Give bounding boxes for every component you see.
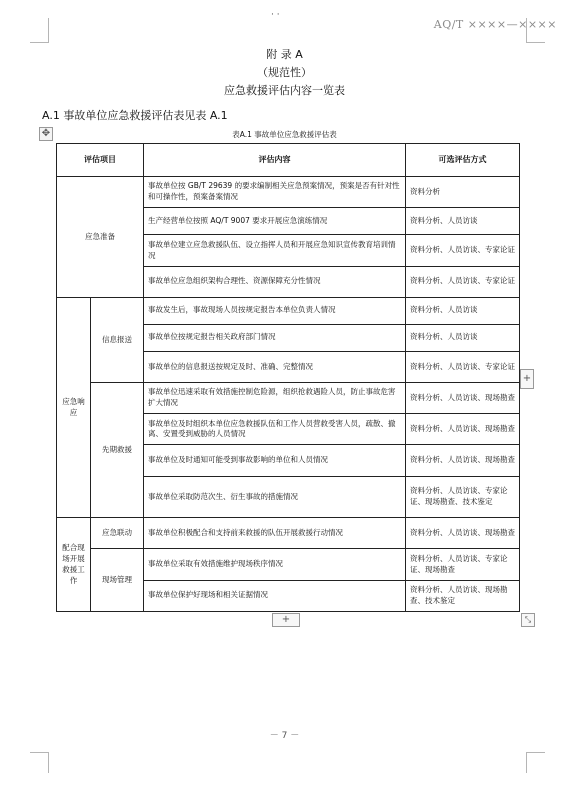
row-content: 事故单位按规定报告相关政府部门情况 [144,324,406,351]
row-content: 事故单位及时通知可能受到事故影响的单位和人员情况 [144,445,406,476]
row-content: 事故单位保护好现场和相关证据情况 [144,580,406,611]
row-content: 生产经营单位按照 AQ/T 9007 要求开展应急演练情况 [144,208,406,235]
group-initial: 先期救援 [91,383,144,518]
header-methods: 可选评估方式 [406,144,520,177]
assessment-table [56,143,520,612]
group-info: 信息报送 [91,297,144,382]
table-header-row [57,144,520,177]
group-prep: 应急准备 [57,177,144,298]
header-item: 评估项目 [57,144,144,177]
row-content: 事故单位积极配合和支持前来救援的队伍开展救援行动情况 [144,518,406,549]
table-row [57,297,520,324]
row-methods: 资料分析、人员访谈、现场勘查 [406,518,520,549]
table-move-handle-icon[interactable]: ✥ [39,127,53,141]
row-methods: 资料分析、人员访谈 [406,324,520,351]
row-methods: 资料分析、人员访谈、现场勘查、技术鉴定 [406,580,520,611]
table-caption: 表A.1 事故单位应急救援评估表 [232,130,337,139]
group-site: 现场管理 [91,549,144,612]
add-row-button[interactable]: + [272,613,300,627]
header-content: 评估内容 [144,144,406,177]
group-coop: 配合现场开展救援工作 [57,518,91,612]
row-methods: 资料分析、人员访谈、现场勘查 [406,445,520,476]
row-content: 事故单位及时组织本单位应急救援队伍和工作人员营救受害人员，疏散、撤离、安置受到威胁的人员情况 [144,414,406,445]
row-methods: 资料分析、人员访谈、专家论证 [406,266,520,297]
row-methods: 资料分析、人员访谈 [406,208,520,235]
page-number: － 7 － [269,731,300,741]
row-methods: 资料分析 [406,177,520,208]
table-resize-icon[interactable]: ⤡ [521,613,535,627]
row-content: 事故单位迅速采取有效措施控制危险源，组织抢救遇险人员，防止事故危害扩大情况 [144,383,406,414]
row-content: 事故单位采取防范次生、衍生事故的措施情况 [144,476,406,518]
crop-mark-bottom-left [30,752,49,773]
row-methods: 资料分析、人员访谈、现场勘查 [406,383,520,414]
section-heading: A.1 事故单位应急救援评估表见表 A.1 [42,109,228,122]
group-response: 应急响应 [57,297,91,517]
row-content: 事故单位应急组织架构合理性、资源保障充分性情况 [144,266,406,297]
header-dots: · · [271,10,280,20]
row-content: 事故单位采取有效措施维护现场秩序情况 [144,549,406,580]
table-row [57,549,520,580]
row-methods: 资料分析、人员访谈 [406,297,520,324]
row-content: 事故单位按 GB/T 29639 的要求编制相关应急预案情况，预案是否有针对性和可操作性，预案备案情况 [144,177,406,208]
row-content: 事故单位建立应急救援队伍、设立指挥人员和开展应急知识宣传教育培训情况 [144,235,406,266]
annex-title: 附 录 A [266,48,303,61]
crop-mark-bottom-right [526,752,545,773]
group-link: 应急联动 [91,518,144,549]
row-methods: 资料分析、人员访谈、专家论证、现场勘查、技术鉴定 [406,476,520,518]
table-row [57,383,520,414]
annex-nature: （规范性） [257,66,312,79]
row-content: 事故发生后，事故现场人员按规定报告本单位负责人情况 [144,297,406,324]
crop-mark-top-left [30,18,49,43]
row-methods: 资料分析、人员访谈、专家论证、现场勘查 [406,549,520,580]
table-row [57,177,520,208]
row-methods: 资料分析、人员访谈、现场勘查 [406,414,520,445]
row-methods: 资料分析、人员访谈、专家论证 [406,351,520,382]
table-row [57,518,520,549]
document-code: AQ/T ××××—×××× [433,18,557,31]
row-content: 事故单位的信息报送按规定及时、准确、完整情况 [144,351,406,382]
add-column-button[interactable]: + [520,369,534,389]
annex-main-title: 应急救援评估内容一览表 [224,84,345,97]
row-methods: 资料分析、人员访谈、专家论证 [406,235,520,266]
